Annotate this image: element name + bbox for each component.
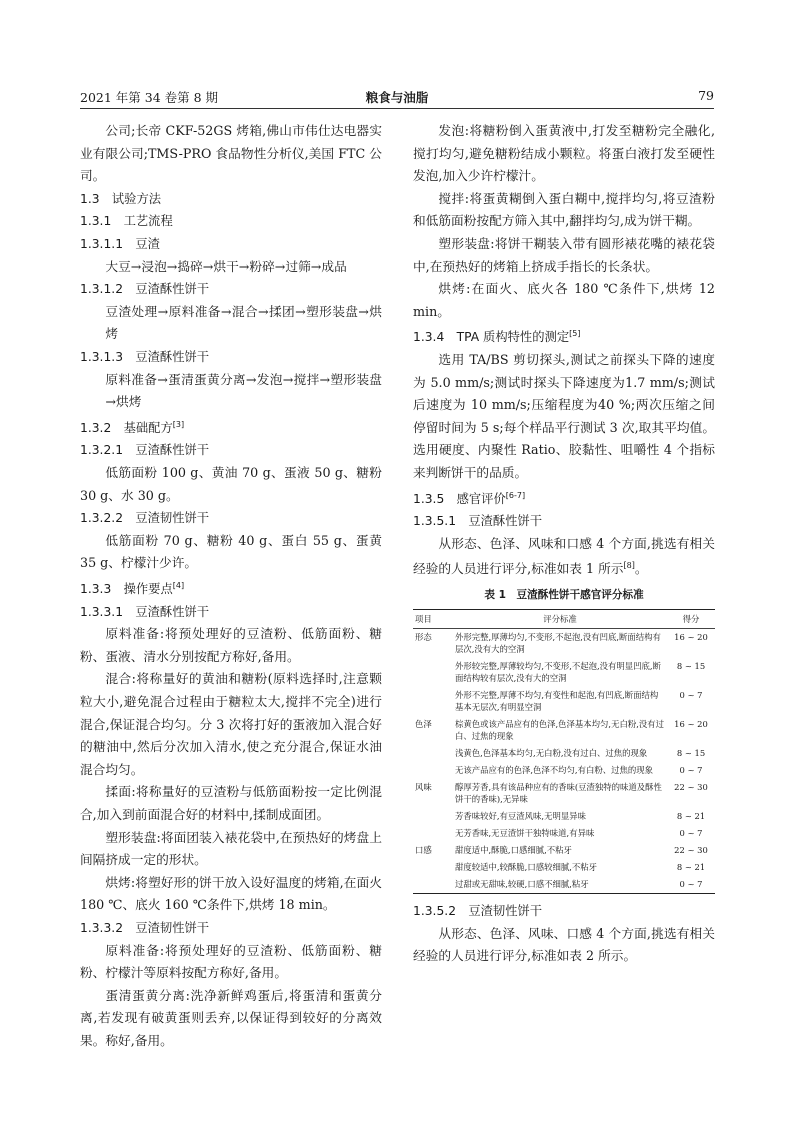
section-heading-text: 1.3.4 TPA 质构特性的测定 (413, 330, 570, 345)
table-cell-score: 8 ~ 21 (676, 862, 706, 873)
table-cell-criteria: 浅黄色,色泽基本均匀,无白粉,没有过白、过焦的现象 (455, 748, 648, 759)
body-paragraph (413, 233, 715, 278)
table-cell-item (413, 745, 453, 762)
section-heading (413, 485, 715, 511)
body-paragraph (80, 462, 382, 507)
table-cell-score: 8 ~ 21 (676, 811, 706, 822)
left-column (80, 120, 382, 1053)
process-flow (80, 369, 382, 414)
table-cell-criteria: 外形较完整,厚薄较均匀,不变形,不起泡,没有明显凹底,断面结构较有层次,没有大的空洞 (455, 661, 661, 684)
table-cell-score: 16 ~ 20 (674, 719, 708, 730)
section-heading-text: 1.3.2 基础配方 (80, 420, 173, 435)
paragraph-text: 原料准备:将预处理好的豆渣粉、低筋面粉、糖粉、蛋液、清水分别按配方称好,备用。 (80, 626, 382, 664)
table-cell-item: 风味 (415, 782, 432, 793)
table-cell-item: 色泽 (415, 719, 432, 730)
right-column-bottom (413, 900, 715, 968)
section-heading (80, 917, 382, 940)
header-rule (80, 108, 714, 109)
table-header-item: 项目 (413, 610, 453, 629)
section-heading (80, 507, 382, 530)
body-paragraph (80, 120, 382, 188)
process-flow-text: 大豆→浸泡→捣碎→烘干→粉碎→过筛→成品 (105, 258, 347, 274)
table-cell-score: 8 ~ 15 (676, 748, 706, 759)
table-row (413, 842, 715, 859)
section-heading (80, 278, 382, 301)
journal-issue: 2021 年第 34 卷第 8 期 (80, 90, 219, 105)
table-cell-item (413, 876, 453, 894)
table-row (413, 779, 715, 808)
paragraph-text: 塑形装盘:将面团装入裱花袋中,在预热好的烤盘上间隔挤成一定的形状。 (80, 829, 382, 868)
table-row (413, 808, 715, 825)
process-flow (80, 301, 382, 346)
section-heading-text: 1.3.1 工艺流程 (80, 214, 173, 229)
section-heading (413, 900, 715, 923)
table-row (413, 658, 715, 687)
body-paragraph (80, 623, 382, 668)
table-row (413, 687, 715, 716)
section-heading-text: 1.3 试验方法 (80, 191, 162, 206)
paragraph-text: 低筋面粉 70 g、糖粉 40 g、蛋白 55 g、蛋黄 35 g、柠檬汁少许。 (80, 532, 382, 571)
body-paragraph (413, 278, 715, 323)
table-row (413, 859, 715, 876)
table-cell-criteria: 无该产品应有的色泽,色泽不均匀,有白粉、过焦的现象 (455, 765, 653, 776)
table-cell-item: 口感 (415, 845, 432, 856)
paragraph-text: 公司;长帝 CKF-52GS 烤箱,佛山市伟仕达电器实业有限公司;TMS-PRO 食品物性分析仪,美国 FTC 公司。 (80, 123, 382, 184)
citation-ref: [8] (623, 561, 635, 571)
table-cell-criteria: 甜度适中,酥脆,口感细腻,不粘牙 (455, 845, 572, 856)
section-heading-text: 1.3.5.1 豆渣酥性饼干 (413, 514, 543, 529)
table-cell-criteria: 外形不完整,厚薄不均匀,有变性和起泡,有凹底,断面结构基本无层次,有明显空洞 (455, 690, 659, 713)
table-cell-criteria: 醇厚芳香,具有该品种应有的香味(豆渣独特的味道及酥性饼干的香味),无异味 (455, 782, 662, 805)
body-paragraph (80, 530, 382, 575)
paragraph-text: 烘烤:在面火、底火各 180 ℃条件下,烘烤 12 min。 (413, 281, 715, 319)
table-cell-score: 0 ~ 7 (679, 765, 703, 776)
body-paragraph (80, 985, 382, 1053)
process-flow-text: 豆渣处理→原料准备→混合→揉团→塑形装盘→烘烤 (105, 303, 382, 342)
table-header-score: 得分 (667, 610, 715, 629)
table-cell-criteria: 过甜或无甜味,较硬,口感不细腻,粘牙 (453, 876, 667, 894)
body-paragraph (413, 533, 715, 581)
paragraph-text: 混合:将称量好的黄油和糖粉(原料选择时,注意颗粒大小,避免混合过程由于糖粒太大,搅拌不完全)进行混合,保证混合均匀。分 3 次将打好的蛋液加入混合好的糖油中,然后分次加入清水,使之充分混合,保证水油混合均匀。 (80, 671, 382, 777)
table-cell-criteria: 无芳香味,无豆渣饼干独特味道,有异味 (455, 828, 595, 839)
table-cell-score: 0 ~ 7 (679, 690, 703, 701)
table-cell-item (413, 658, 453, 687)
table-cell-criteria: 棕黄色或该产品应有的色泽,色泽基本均匀,无白粉,没有过白、过焦的现象 (455, 719, 664, 742)
section-heading (80, 210, 382, 233)
citation-ref: [5] (569, 329, 581, 339)
body-paragraph (80, 668, 382, 781)
section-heading (80, 439, 382, 462)
section-heading-text: 1.3.2.2 豆渣韧性饼干 (80, 511, 210, 526)
section-heading-text: 1.3.5 感官评价 (413, 491, 506, 506)
section-heading (80, 601, 382, 624)
table-row (413, 745, 715, 762)
process-flow-text: 原料准备→蛋清蛋黄分离→发泡→搅拌→塑形装盘→烘烤 (105, 371, 382, 410)
paragraph-text: 蛋清蛋黄分离:洗净新鲜鸡蛋后,将蛋清和蛋黄分离,若发现有破黄蛋则丢弃,以保证得到较好的分离效果。称好,备用。 (80, 987, 382, 1048)
table-cell-item (413, 859, 453, 876)
section-heading-text: 1.3.3 操作要点 (80, 582, 173, 597)
paragraph-text: 揉面:将称量好的豆渣粉与低筋面粉按一定比例混合,加入到前面混合好的材料中,揉制成面团。 (80, 784, 382, 822)
table-cell-score: 16 ~ 20 (674, 632, 708, 643)
paragraph-tail: 。 (634, 561, 648, 577)
body-paragraph (80, 827, 382, 872)
table-cell-item (413, 687, 453, 716)
section-heading (413, 510, 715, 533)
table-cell-score: 22 ~ 30 (674, 845, 708, 856)
page-number: 79 (698, 88, 714, 103)
body-paragraph (80, 872, 382, 917)
paragraph-text: 原料准备:将预处理好的豆渣粉、低筋面粉、糖粉、柠檬汁等原料按配方称好,备用。 (80, 942, 382, 981)
section-heading-text: 1.3.5.2 豆渣韧性饼干 (413, 904, 543, 919)
table-cell-score: 0 ~ 7 (667, 876, 715, 894)
paragraph-text: 搅拌:将蛋黄糊倒入蛋白糊中,搅拌均匀,将豆渣粉和低筋面粉按配方筛入其中,翻拌均匀,成为饼干糊。 (413, 190, 715, 229)
section-heading (80, 233, 382, 256)
paragraph-text: 烘烤:将塑好形的饼干放入设好温度的烤箱,在面火 180 ℃、底火 160 ℃条件下,烘烤 18 min。 (80, 874, 382, 913)
section-heading (80, 346, 382, 369)
right-column (413, 120, 715, 968)
body-paragraph (413, 923, 715, 968)
table-caption: 表 1 豆渣酥性饼干感官评分标准 (484, 589, 644, 602)
table-cell-criteria: 芳香味较好,有豆渣风味,无明显异味 (455, 811, 586, 822)
section-heading-text: 1.3.1.1 豆渣 (80, 236, 160, 251)
table-cell-item (413, 808, 453, 825)
table-row (413, 825, 715, 842)
paragraph-text: 从形态、色泽、风味、口感 4 个方面,挑选有相关经验的人员进行评分,标准如表 2 所示。 (413, 925, 715, 964)
section-heading-text: 1.3.1.2 豆渣酥性饼干 (80, 282, 210, 297)
citation-ref: [4] (172, 580, 185, 590)
body-paragraph (413, 188, 715, 233)
paragraph-text: 从形态、色泽、风味和口感 4 个方面,挑选有相关经验的人员进行评分,标准如表 1 所示 (413, 535, 715, 577)
table-cell-score: 8 ~ 15 (676, 661, 706, 672)
section-heading-text: 1.3.2.1 豆渣酥性饼干 (80, 443, 210, 458)
section-heading (80, 188, 382, 211)
citation-ref: [3] (172, 419, 185, 429)
section-heading (80, 575, 382, 601)
section-heading-text: 1.3.3.1 豆渣酥性饼干 (80, 604, 210, 619)
process-flow (80, 256, 382, 279)
table-cell-score: 0 ~ 7 (679, 828, 703, 839)
table-cell-criteria: 外形完整,厚薄均匀,不变形,不起泡,没有凹底,断面结构有层次,没有大的空洞 (455, 632, 661, 655)
table-cell-item (413, 825, 453, 842)
section-heading (413, 323, 715, 349)
section-heading (80, 414, 382, 440)
table-cell-item (413, 762, 453, 779)
sensory-table (413, 609, 715, 894)
table-cell-score: 22 ~ 30 (674, 782, 708, 793)
table-row (413, 629, 715, 659)
section-heading-text: 1.3.3.2 豆渣韧性饼干 (80, 920, 210, 935)
section-heading-text: 1.3.1.3 豆渣酥性饼干 (80, 349, 210, 364)
table-header-criteria: 评分标准 (453, 610, 667, 629)
right-column-top (413, 120, 715, 581)
paragraph-text: 低筋面粉 100 g、黄油 70 g、蛋液 50 g、糖粉 30 g、水 30 g。 (80, 465, 382, 503)
table-cell-criteria: 甜度较适中,较酥脆,口感较细腻,不粘牙 (455, 862, 597, 873)
table-row (413, 762, 715, 779)
table-row (413, 716, 715, 745)
paragraph-text: 塑形装盘:将饼干糊装入带有圆形裱花嘴的裱花袋中,在预热好的烤箱上挤成手指长的长条状。 (413, 235, 715, 274)
body-paragraph (413, 349, 715, 485)
body-paragraph (80, 781, 382, 826)
paragraph-text: 选用 TA/BS 剪切探头,测试之前探头下降的速度为 5.0 mm/s;测试时探头下降速度为1.7 mm/s;测试后速度为 10 mm/s;压缩程度为40 %;两次压缩之间停留时间为 5 s;每个样品平行测试 3 次,取其平均值。选用硬度、内聚性 Ratio、胶黏性、咀嚼性 4 个指标来判断饼干的品质。 (413, 352, 715, 480)
table-cell-item: 形态 (415, 632, 432, 643)
body-paragraph (413, 120, 715, 188)
citation-ref: [6-7] (505, 490, 526, 500)
table-row (413, 876, 715, 894)
journal-title: 粮食与油脂 (365, 90, 429, 105)
body-paragraph (80, 940, 382, 985)
paragraph-text: 发泡:将糖粉倒入蛋黄液中,打发至糖粉完全融化,搅打均匀,避免糖粉结成小颗粒。将蛋白液打发至硬性发泡,加入少许柠檬汁。 (413, 123, 715, 184)
